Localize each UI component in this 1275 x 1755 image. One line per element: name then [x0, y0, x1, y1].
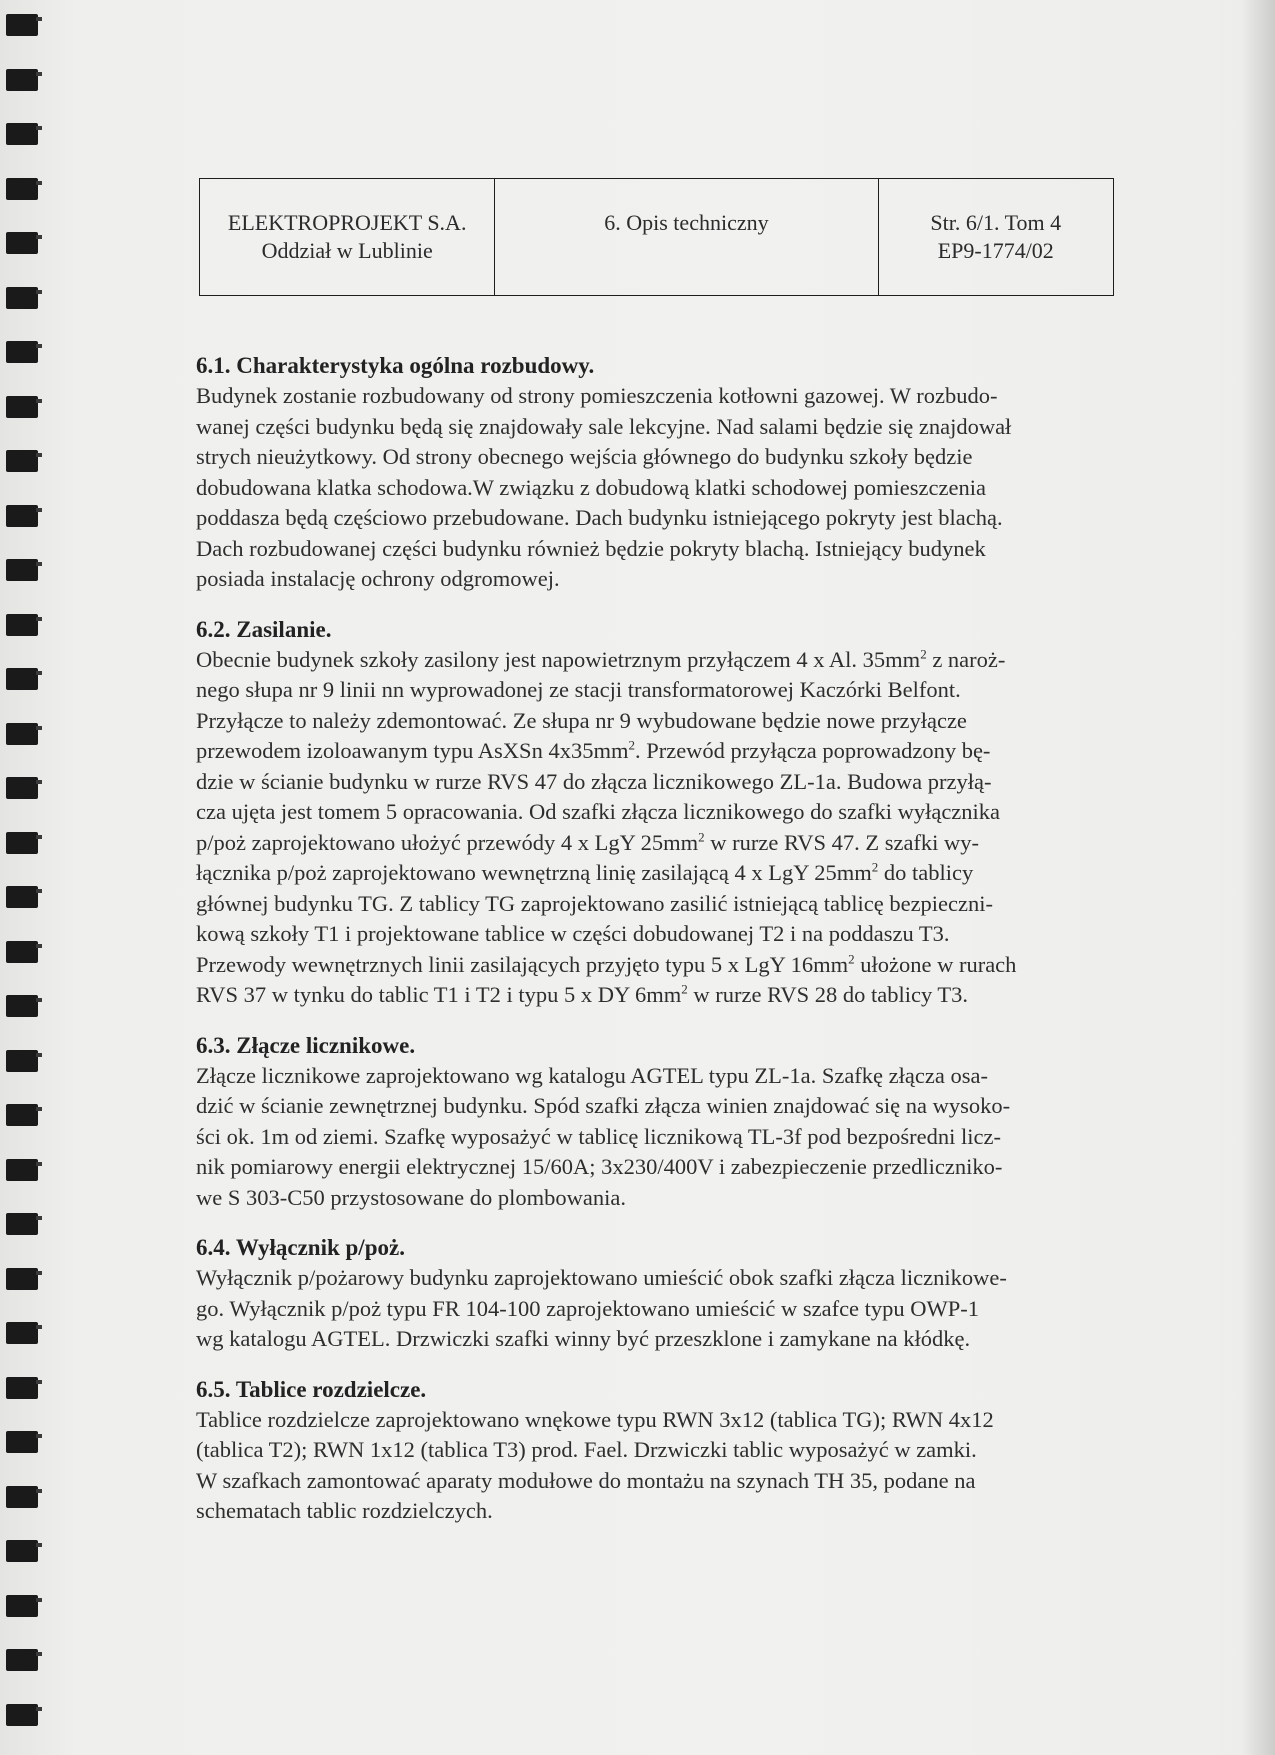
binding-hole	[6, 1104, 38, 1126]
section-power-supply	[196, 614, 1096, 1011]
text-line: Przyłącze to należy zdemontować. Ze słupa nr 9 wybudowane będzie nowe przyłącze	[196, 707, 967, 733]
binding-hole	[6, 941, 38, 963]
text-line: (tablica T2); RWN 1x12 (tablica T3) prod. Fael. Drzwiczki tablic wyposażyć w zamki.	[196, 1437, 977, 1462]
binding-hole	[6, 1486, 38, 1508]
binding-hole	[6, 1322, 38, 1344]
text-line: Tablice rozdzielcze zaprojektowano wnękowe typu RWN 3x12 (tablica TG); RWN 4x12	[196, 1406, 994, 1432]
text-line: nego słupa nr 9 linii nn wyprowadonej ze stacji transformatorowej Kaczórki Belfont.	[196, 677, 961, 702]
binding-hole	[6, 1213, 38, 1235]
document-body	[196, 350, 1096, 1546]
section-title: 6.5. Tablice rozdzielcze.	[196, 1376, 427, 1402]
section-title: 6.2. Zasilanie.	[196, 616, 332, 642]
binding-hole	[6, 1268, 38, 1290]
text-line: strych nieużytkowy. Od strony obecnego wejścia głównego do budynku szkoły będzie	[196, 444, 973, 469]
chapter-title: 6. Opis techniczny	[604, 210, 769, 235]
text-line: dobudowana klatka schodowa.W związku z dobudową klatki schodowej pomieszczenia	[196, 474, 986, 500]
text-line: we S 303-C50 przystosowane do plombowania.	[196, 1184, 626, 1210]
text-line: W szafkach zamontować aparaty modułowe do montażu na szynach TH 35, podane na	[196, 1467, 976, 1493]
text-line: p/poż zaprojektowano ułożyć przewódy 4 x LgY $25mm^2$ w rurze RVS 47. Z szafki wy-	[196, 829, 980, 855]
text-line: Budynek zostanie rozbudowany od strony pomieszczenia kotłowni gazowej. W rozbudo-	[196, 383, 998, 408]
text-line: głównej budynku TG. Z tablicy TG zaprojektowano zasilić istniejącą tablicę bezpieczni-	[196, 890, 994, 916]
section-title: 6.4. Wyłącznik p/poż.	[196, 1235, 405, 1260]
text-line: Dach rozbudowanej części budynku również będzie pokryty blachą. Istniejący budynek	[196, 535, 986, 561]
page-reference: Str. 6/1. Tom 4	[930, 210, 1062, 235]
binding-hole	[6, 396, 38, 418]
section-distribution-boards	[196, 1374, 1096, 1527]
text-line: posiada instalację ochrony odgromowej.	[196, 566, 560, 591]
text-line: RVS 37 w tynku do tablic T1 i T2 i typu 5 x DY $6mm^2$ w rurze RVS 28 do tablicy T3.	[196, 981, 969, 1007]
binding-hole	[6, 69, 38, 91]
text-line: schematach tablic rozdzielczych.	[196, 1498, 493, 1523]
binding-hole	[6, 1595, 38, 1617]
binding-hole	[6, 1704, 38, 1726]
text-line: go. Wyłącznik p/poż typu FR 104-100 zaprojektowano umieścić w szafce typu OWP-1	[196, 1295, 980, 1321]
binding-hole	[6, 995, 38, 1017]
binding-hole	[6, 777, 38, 799]
binding-hole	[6, 505, 38, 527]
section-body	[196, 1061, 1096, 1214]
binding-hole	[6, 341, 38, 363]
text-line: łącznika p/poż zaprojektowano wewnętrzną linię zasilającą 4 x LgY $25mm^2$ do tablicy	[196, 859, 974, 885]
section-title: 6.3. Złącze licznikowe.	[196, 1032, 416, 1058]
header-chapter-cell	[495, 179, 878, 295]
company-branch: Oddział w Lublinie	[261, 238, 433, 263]
text-line: Złącze licznikowe zaprojektowano wg katalogu AGTEL typu ZL-1a. Szafkę złącza osa-	[196, 1062, 988, 1088]
binding-hole	[6, 832, 38, 854]
company-name: ELEKTROPROJEKT S.A.	[227, 210, 467, 235]
header-reference-cell	[879, 179, 1113, 295]
text-line: dzić w ścianie zewnętrznej budynku. Spód szafki złącza winien znajdować się na wysoko-	[196, 1093, 1011, 1118]
document-number: EP9-1774/02	[937, 238, 1054, 263]
binding-hole	[6, 123, 38, 145]
section-body	[196, 1263, 1096, 1355]
binding-hole	[6, 1377, 38, 1399]
text-line: Obecnie budynek szkoły zasilony jest napowietrznym przyłączem 4 x Al. $35mm^2$ z naroż-	[196, 646, 1006, 672]
binding-hole	[6, 1540, 38, 1562]
binding-hole	[6, 178, 38, 200]
text-line: ści ok. 1m od ziemi. Szafkę wyposażyć w tablicę licznikową TL-3f pod bezpośredni licz-	[196, 1123, 1001, 1149]
binding-hole	[6, 1649, 38, 1671]
text-line: poddasza będą częściowo przebudowane. Dach budynku istniejącego pokryty jest blachą.	[196, 505, 1003, 530]
binding-hole	[6, 614, 38, 636]
binding-hole	[6, 668, 38, 690]
section-body	[196, 1405, 1096, 1527]
binding-hole	[6, 559, 38, 581]
comb-binding	[0, 0, 44, 1755]
binding-hole	[6, 723, 38, 745]
text-line: Przewody wewnętrznych linii zasilających przyjęto typu 5 x LgY $16mm^2$ ułożone w rurach	[196, 951, 1017, 977]
section-body	[196, 381, 1096, 595]
binding-hole	[6, 450, 38, 472]
text-line: wanej części budynku będą się znajdowały sale lekcyjne. Nad salami będzie się znajdował	[196, 413, 1012, 439]
header-company-cell	[200, 179, 495, 295]
section-title: 6.1. Charakterystyka ogólna rozbudowy.	[196, 353, 595, 378]
text-line: kową szkoły T1 i projektowane tablice w części dobudowanej T2 i na poddaszu T3.	[196, 921, 950, 946]
document-header-table	[199, 178, 1114, 296]
binding-hole	[6, 14, 38, 36]
text-line: dzie w ścianie budynku w rurze RVS 47 do złącza licznikowego ZL-1a. Budowa przyłą-	[196, 768, 992, 794]
text-line: Wyłącznik p/pożarowy budynku zaprojektowano umieścić obok szafki złącza licznikowe-	[196, 1265, 1007, 1290]
section-meter-connection	[196, 1030, 1096, 1214]
binding-hole	[6, 287, 38, 309]
binding-hole	[6, 1431, 38, 1453]
text-line: nik pomiarowy energii elektrycznej 15/60A; 3x230/400V i zabezpieczenie przedliczniko-	[196, 1154, 1003, 1179]
text-line: wg katalogu AGTEL. Drzwiczki szafki winny być przeszklone i zamykane na kłódkę.	[196, 1326, 971, 1351]
section-body	[196, 645, 1096, 1011]
text-line: cza ujęta jest tomem 5 opracowania. Od szafki złącza licznikowego do szafki wyłącznika	[196, 799, 1001, 824]
page-edge-shadow	[1241, 0, 1275, 1755]
text-line: przewodem izoloawanym typu AsXSn $4x35mm^2$. Przewód przyłącza poprowadzony bę-	[196, 737, 991, 763]
binding-hole	[6, 1159, 38, 1181]
section-general-description	[196, 350, 1096, 595]
section-fire-switch	[196, 1232, 1096, 1355]
binding-hole	[6, 1050, 38, 1072]
binding-hole	[6, 232, 38, 254]
binding-hole	[6, 886, 38, 908]
